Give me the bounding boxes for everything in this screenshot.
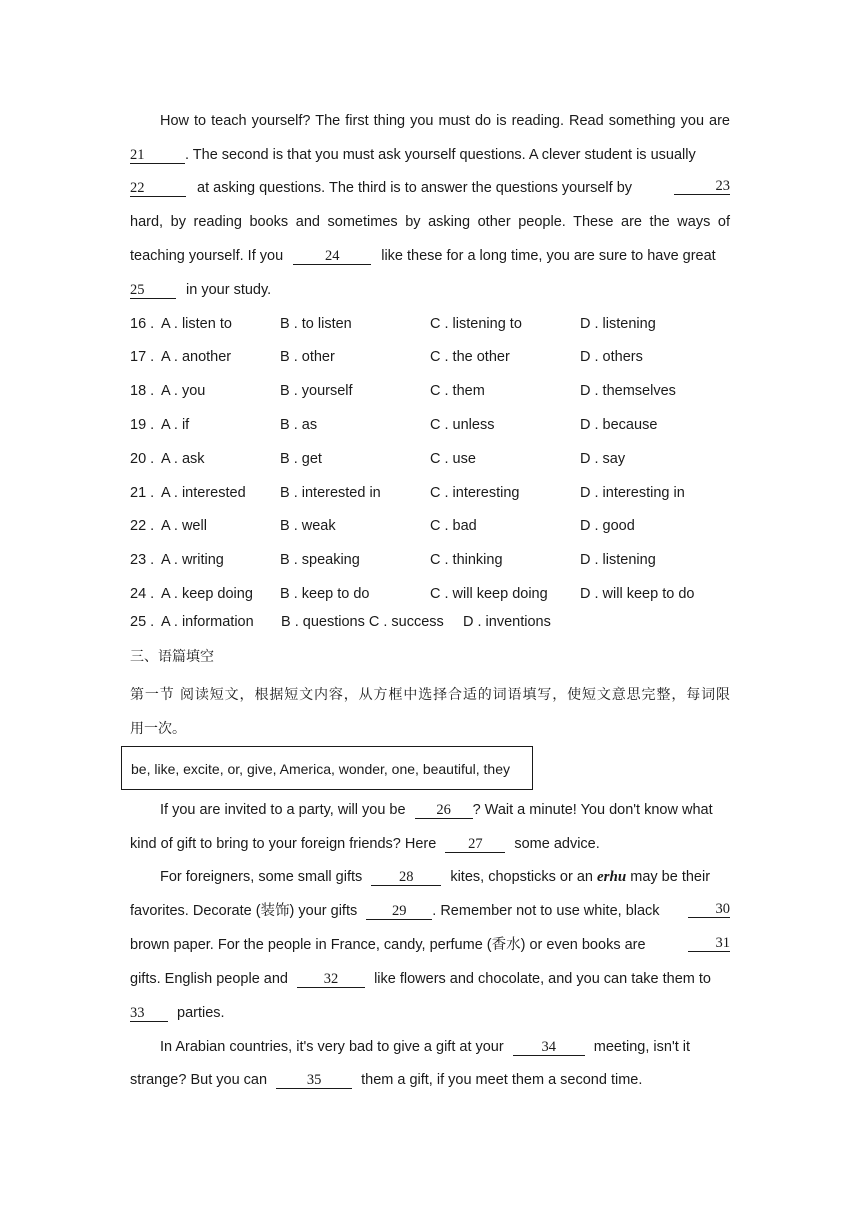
section-instruction-line1: 第一节 阅读短文，根据短文内容，从方框中选择合适的词语填写，使短文意思完整，每词限	[130, 687, 730, 703]
passage1-line6-text: in your study.	[186, 282, 272, 298]
word-box	[121, 746, 533, 790]
option-c[interactable]: C . use	[430, 451, 476, 467]
blank-30[interactable]: 30	[688, 901, 730, 918]
option-d[interactable]: D . inventions	[463, 614, 551, 630]
blank-31[interactable]: 31	[688, 935, 730, 952]
option-d[interactable]: D . good	[580, 518, 635, 534]
option-c[interactable]: C . will keep doing	[430, 586, 548, 602]
passage1-line2	[130, 145, 730, 165]
text: If you are invited to a party, will you be	[160, 802, 406, 818]
option-d[interactable]: D . themselves	[580, 383, 676, 399]
passage1-line6	[130, 280, 730, 300]
option-d[interactable]: D . listening	[580, 316, 656, 332]
passage1-line5-head: teaching yourself. If you	[130, 248, 284, 264]
text: strange? But you can	[130, 1072, 268, 1088]
passage1-line2-text: . The second is that you must ask yourself questions. A clever student is usually	[185, 147, 696, 163]
option-row-17	[130, 347, 770, 367]
option-b[interactable]: B . yourself	[280, 383, 353, 399]
option-row-16	[130, 314, 770, 334]
passage2-line2	[130, 834, 730, 854]
question-number: 23 .	[130, 552, 155, 568]
option-row-22	[130, 516, 770, 536]
passage1-line3	[130, 178, 730, 198]
blank-23[interactable]: 23	[674, 178, 730, 195]
option-d[interactable]: D . will keep to do	[580, 586, 695, 602]
question-number: 21 .	[130, 485, 155, 501]
question-number: 24 .	[130, 586, 155, 602]
passage1-line5-tail: like these for a long time, you are sure to have great	[381, 248, 716, 264]
option-c[interactable]: C . bad	[430, 518, 477, 534]
question-number: 20 .	[130, 451, 155, 467]
option-row-24	[130, 584, 770, 604]
option-row-25	[130, 612, 770, 632]
option-a[interactable]: A . information	[161, 614, 254, 630]
text: like flowers and chocolate, and you can take them to	[374, 971, 711, 987]
option-b[interactable]: B . speaking	[280, 552, 360, 568]
text: In Arabian countries, it's very bad to give a gift at your	[160, 1039, 504, 1055]
option-b[interactable]: B . other	[280, 349, 335, 365]
option-a[interactable]: A . if	[161, 417, 190, 433]
option-a[interactable]: A . writing	[161, 552, 224, 568]
text: brown paper. For the people in France, candy, perfume (香水) or even books are	[130, 937, 646, 953]
option-c[interactable]: C . unless	[430, 417, 495, 433]
option-b-c[interactable]: B . questions C . success	[281, 614, 444, 630]
text: . Remember not to use white, black	[432, 903, 660, 919]
text: ? Wait a minute! You don't know what	[472, 802, 713, 818]
option-c[interactable]: C . thinking	[430, 552, 503, 568]
option-b[interactable]: B . interested in	[280, 485, 381, 501]
passage2-line1	[160, 800, 730, 820]
option-b[interactable]: B . as	[280, 417, 318, 433]
option-c[interactable]: C . the other	[430, 349, 510, 365]
blank-29[interactable]: 29	[366, 903, 432, 920]
text: For foreigners, some small gifts	[160, 869, 363, 885]
option-b[interactable]: B . keep to do	[280, 586, 370, 602]
passage2-line4	[130, 901, 730, 921]
passage2-line6	[130, 969, 730, 989]
text: kites, chopsticks or an	[450, 869, 593, 885]
text: some advice.	[514, 836, 600, 852]
option-d[interactable]: D . because	[580, 417, 658, 433]
passage1-line5	[130, 246, 730, 266]
text: gifts. English people and	[130, 971, 288, 987]
option-row-18	[130, 381, 770, 401]
option-d[interactable]: D . say	[580, 451, 626, 467]
option-a[interactable]: A . ask	[161, 451, 205, 467]
text: meeting, isn't it	[593, 1039, 691, 1055]
option-b[interactable]: B . weak	[280, 518, 336, 534]
option-row-21	[130, 483, 770, 503]
question-number: 19 .	[130, 417, 155, 433]
option-a[interactable]: A . listen to	[161, 316, 232, 332]
option-d[interactable]: D . interesting in	[580, 485, 685, 501]
option-b[interactable]: B . to listen	[280, 316, 352, 332]
text: may be their	[630, 869, 711, 885]
text: parties.	[177, 1005, 225, 1021]
question-number: 16 .	[130, 316, 155, 332]
passage2-line5	[130, 935, 730, 955]
option-a[interactable]: A . well	[161, 518, 207, 534]
option-c[interactable]: C . interesting	[430, 485, 520, 501]
erhu-term: erhu	[597, 869, 627, 885]
option-a[interactable]: A . keep doing	[161, 586, 253, 602]
blank-33[interactable]: 33	[130, 1005, 168, 1022]
section-heading: 三、语篇填空	[130, 649, 214, 665]
option-c[interactable]: C . listening to	[430, 316, 522, 332]
blank-22[interactable]: 22	[130, 180, 186, 197]
blank-25[interactable]: 25	[130, 282, 176, 299]
blank-26[interactable]: 26	[415, 802, 473, 819]
text: favorites. Decorate (装饰) your gifts	[130, 903, 358, 919]
text: them a gift, if you meet them a second time.	[361, 1072, 643, 1088]
blank-21[interactable]: 21	[130, 147, 185, 164]
passage1-line1: How to teach yourself? The first thing you must do is reading. Read something you are	[160, 113, 730, 129]
option-a[interactable]: A . interested	[161, 485, 246, 501]
blank-28[interactable]: 28	[371, 869, 441, 886]
question-number: 25 .	[130, 614, 155, 630]
option-a[interactable]: A . another	[161, 349, 232, 365]
blank-32[interactable]: 32	[297, 971, 365, 988]
blank-34[interactable]: 34	[513, 1039, 585, 1056]
option-row-20	[130, 449, 770, 469]
passage2-line8	[160, 1037, 730, 1057]
option-a[interactable]: A . you	[161, 383, 206, 399]
passage2-line3	[160, 867, 730, 887]
blank-24[interactable]: 24	[293, 248, 371, 265]
option-row-23	[130, 550, 770, 570]
section-instruction-line2: 用一次。	[130, 721, 186, 737]
option-c[interactable]: C . them	[430, 383, 485, 399]
text: kind of gift to bring to your foreign friends? Here	[130, 836, 437, 852]
option-row-19	[130, 415, 770, 435]
question-number: 17 .	[130, 349, 155, 365]
option-d[interactable]: D . others	[580, 349, 643, 365]
passage1-line4: hard, by reading books and sometimes by asking other people. These are the ways of	[130, 214, 730, 230]
option-d[interactable]: D . listening	[580, 552, 656, 568]
blank-35[interactable]: 35	[276, 1072, 352, 1089]
passage2-line7	[130, 1003, 730, 1023]
passage2-line9	[130, 1070, 730, 1090]
word-box-text: be, like, excite, or, give, America, wonder, one, beautiful, they	[131, 761, 510, 777]
passage1-line3-text: at asking questions. The third is to answer the questions yourself by	[197, 180, 633, 196]
blank-27[interactable]: 27	[445, 836, 505, 853]
question-number: 18 .	[130, 383, 155, 399]
question-number: 22 .	[130, 518, 155, 534]
option-b[interactable]: B . get	[280, 451, 322, 467]
